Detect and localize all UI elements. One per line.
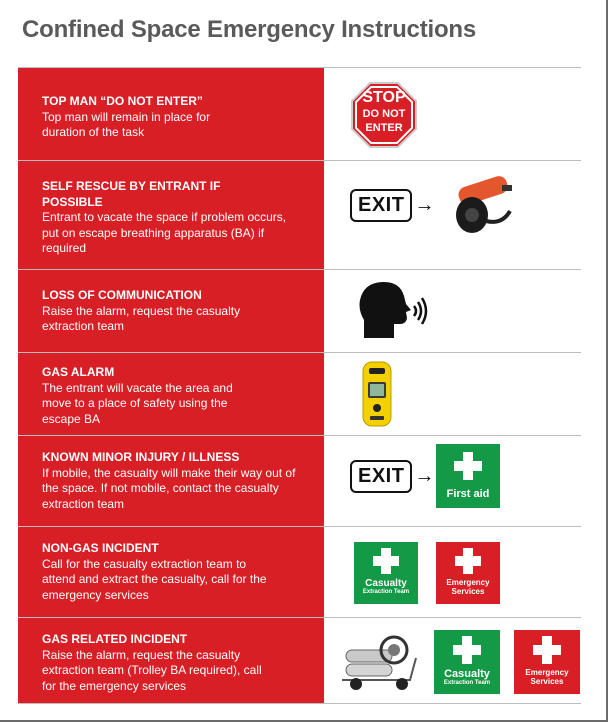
table-row (18, 618, 581, 704)
gas-detector-icon (360, 360, 394, 428)
icon-cell (324, 527, 581, 617)
casualty-label: Casualty (365, 578, 407, 589)
instruction-body: If mobile, the casualty will make their way out of the space. If not mobile, contact the casualty extraction team (42, 465, 296, 511)
instruction-cell (18, 436, 324, 526)
exit-label: EXIT (350, 460, 412, 493)
cross-icon (533, 636, 561, 664)
exit-arrow-icon: → (414, 194, 435, 216)
icon-cell (324, 618, 581, 703)
icon-cell (324, 161, 581, 269)
icon-cell (324, 436, 581, 526)
emergency-services-sign-icon (436, 542, 500, 604)
cross-icon (453, 636, 481, 664)
speaking-head-icon (356, 280, 431, 340)
casualty-extraction-team-sign-icon (434, 630, 500, 694)
instruction-heading: SELF RESCUE BY ENTRANT IF POSSIBLE (42, 179, 221, 209)
page-title: Confined Space Emergency Instructions (22, 16, 477, 43)
table-row (18, 270, 581, 353)
table-row (18, 353, 581, 436)
icon-cell (324, 270, 581, 352)
instruction-cell (18, 68, 324, 160)
instruction-heading: TOP MAN “DO NOT ENTER” (42, 94, 203, 108)
instructions-table (18, 67, 581, 704)
table-row (18, 161, 581, 270)
instruction-heading: GAS RELATED INCIDENT (42, 632, 188, 646)
services-label: Services (530, 677, 564, 686)
icon-cell (324, 353, 581, 435)
extraction-team-label: Extraction Team (362, 589, 410, 595)
instruction-cell (18, 618, 324, 703)
icon-cell (324, 68, 581, 160)
table-row (18, 68, 581, 161)
instruction-body: Top man will remain in place for duration of the task (42, 109, 211, 139)
exit-label: EXIT (350, 189, 412, 222)
cross-icon (455, 548, 481, 574)
first-aid-label: First aid (446, 488, 490, 500)
extraction-team-label: Extraction Team (443, 680, 491, 686)
casualty-extraction-team-sign-icon (354, 542, 418, 604)
instruction-heading: LOSS OF COMMUNICATION (42, 288, 202, 302)
instruction-body: Call for the casualty extraction team to attend and extract the casualty, call for the emergency services (42, 556, 267, 602)
stop-label-enter: ENTER (365, 122, 403, 134)
exit-sign-icon (350, 189, 434, 222)
instruction-body: Raise the alarm, request the casualty extraction team (Trolley BA required), call for the emergency services (42, 647, 262, 693)
emergency-label: Emergency (525, 668, 569, 677)
trolley-breathing-apparatus-icon (340, 628, 420, 692)
services-label: Services (451, 587, 485, 596)
cross-icon (373, 548, 399, 574)
cross-icon (454, 452, 482, 480)
first-aid-sign-icon (436, 444, 500, 508)
exit-sign-icon (350, 460, 434, 493)
escape-breathing-apparatus-icon (444, 175, 524, 241)
stop-sign-icon (351, 82, 417, 148)
instruction-cell (18, 527, 324, 617)
table-row (18, 436, 581, 527)
exit-arrow-icon: → (414, 465, 435, 487)
casualty-label: Casualty (444, 668, 490, 680)
instruction-heading: GAS ALARM (42, 365, 115, 379)
emergency-services-sign-icon (514, 630, 580, 694)
instruction-body: Raise the alarm, request the casualty extraction team (42, 303, 241, 333)
emergency-label: Emergency (446, 578, 490, 587)
instruction-heading: NON-GAS INCIDENT (42, 541, 159, 555)
instruction-heading: KNOWN MINOR INJURY / ILLNESS (42, 450, 240, 464)
instruction-body: The entrant will vacate the area and move to a place of safety using the escape BA (42, 380, 233, 426)
stop-label: STOP (362, 89, 406, 106)
instruction-cell (18, 353, 324, 435)
instruction-body: Entrant to vacate the space if problem occurs, put on escape breathing apparatus (BA) if required (42, 210, 287, 255)
instruction-cell (18, 270, 324, 352)
table-row (18, 527, 581, 618)
stop-label-do-not: DO NOT (362, 108, 406, 120)
instruction-cell (18, 161, 324, 269)
